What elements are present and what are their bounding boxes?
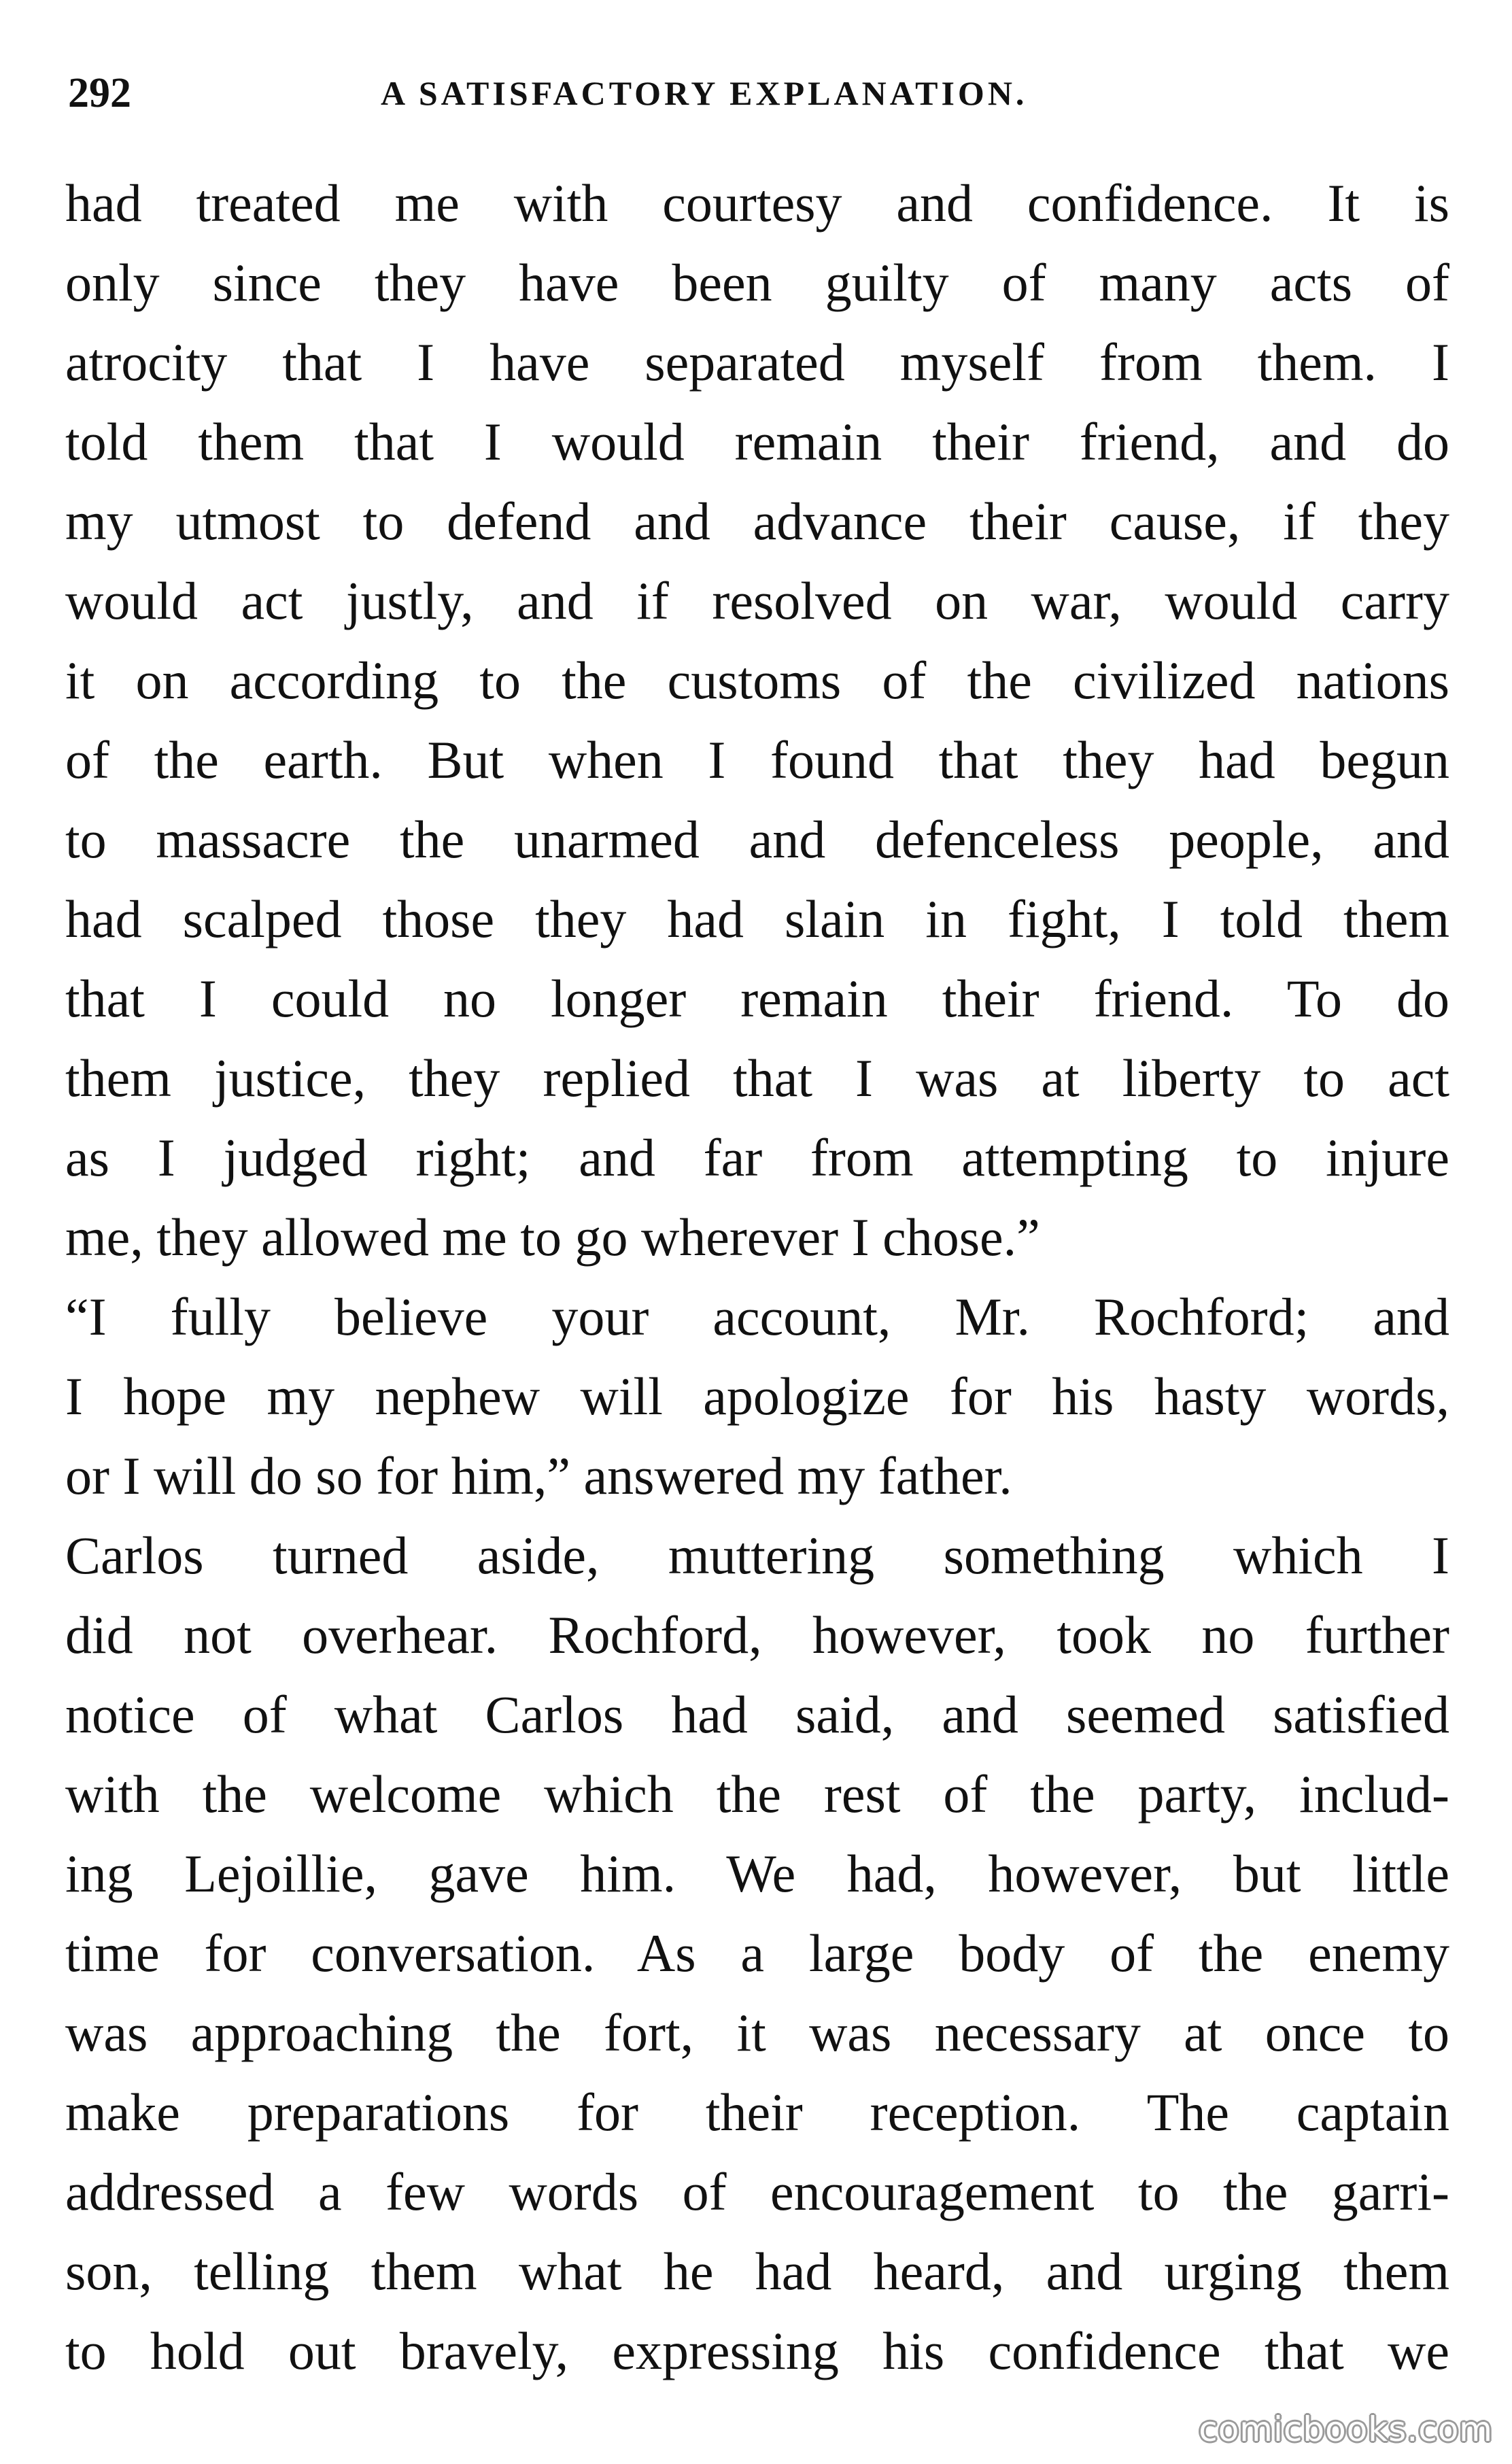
text-line: would act justly, and if resolved on war, would carry bbox=[65, 571, 1449, 630]
text-line: addressed a few words of encouragement to the garri- bbox=[65, 2162, 1449, 2221]
text-line: them justice, they replied that I was at liberty to act bbox=[65, 1048, 1449, 1108]
text-line: to hold out bravely, expressing his confidence that we bbox=[65, 2321, 1449, 2380]
text-line: son, telling them what he had heard, and urging them bbox=[65, 2242, 1449, 2301]
text-line: make preparations for their reception. The captain bbox=[65, 2083, 1449, 2142]
text-line: only since they have been guilty of many acts of bbox=[65, 253, 1449, 312]
text-line: had treated me with courtesy and confidence. It is bbox=[65, 173, 1449, 233]
page-header bbox=[68, 63, 1448, 124]
text-line: had scalped those they had slain in fight, I told them bbox=[65, 889, 1449, 948]
running-head: A SATISFACTORY EXPLANATION. bbox=[381, 74, 1028, 112]
text-line: as I judged right; and far from attempting to injure bbox=[65, 1128, 1449, 1187]
text-line: ing Lejoillie, gave him. We had, however, but little bbox=[65, 1844, 1449, 1903]
watermark: comicbooks.com bbox=[1199, 2410, 1493, 2449]
text-line: did not overhear. Rochford, however, took no further bbox=[65, 1605, 1449, 1664]
text-line: was approaching the fort, it was necessary at once to bbox=[65, 2003, 1449, 2062]
text-line: it on according to the customs of the civilized nations bbox=[65, 651, 1449, 710]
text-line: I hope my nephew will apologize for his hasty words, bbox=[65, 1367, 1449, 1426]
page-number: 292 bbox=[68, 70, 131, 116]
text-line: of the earth. But when I found that they had begun bbox=[65, 730, 1449, 789]
text-line: my utmost to defend and advance their cause, if they bbox=[65, 492, 1449, 551]
text-line: or I will do so for him,” answered my father. bbox=[65, 1446, 1012, 1505]
text-line: notice of what Carlos had said, and seemed satisfied bbox=[65, 1685, 1449, 1744]
text-line: “I fully believe your account, Mr. Rochford; and bbox=[65, 1287, 1449, 1346]
text-line: to massacre the unarmed and defenceless people, and bbox=[65, 810, 1449, 869]
body-text bbox=[65, 163, 1449, 2391]
text-line: me, they allowed me to go wherever I chose.” bbox=[65, 1208, 1040, 1267]
text-line: told them that I would remain their friend, and do bbox=[65, 412, 1449, 471]
text-line: atrocity that I have separated myself from them. I bbox=[65, 332, 1449, 392]
text-line: time for conversation. As a large body of the enemy bbox=[65, 1923, 1449, 1983]
text-line: that I could no longer remain their friend. To do bbox=[65, 969, 1449, 1028]
text-line: Carlos turned aside, muttering something which I bbox=[65, 1526, 1449, 1585]
text-line: with the welcome which the rest of the party, includ- bbox=[65, 1764, 1449, 1824]
